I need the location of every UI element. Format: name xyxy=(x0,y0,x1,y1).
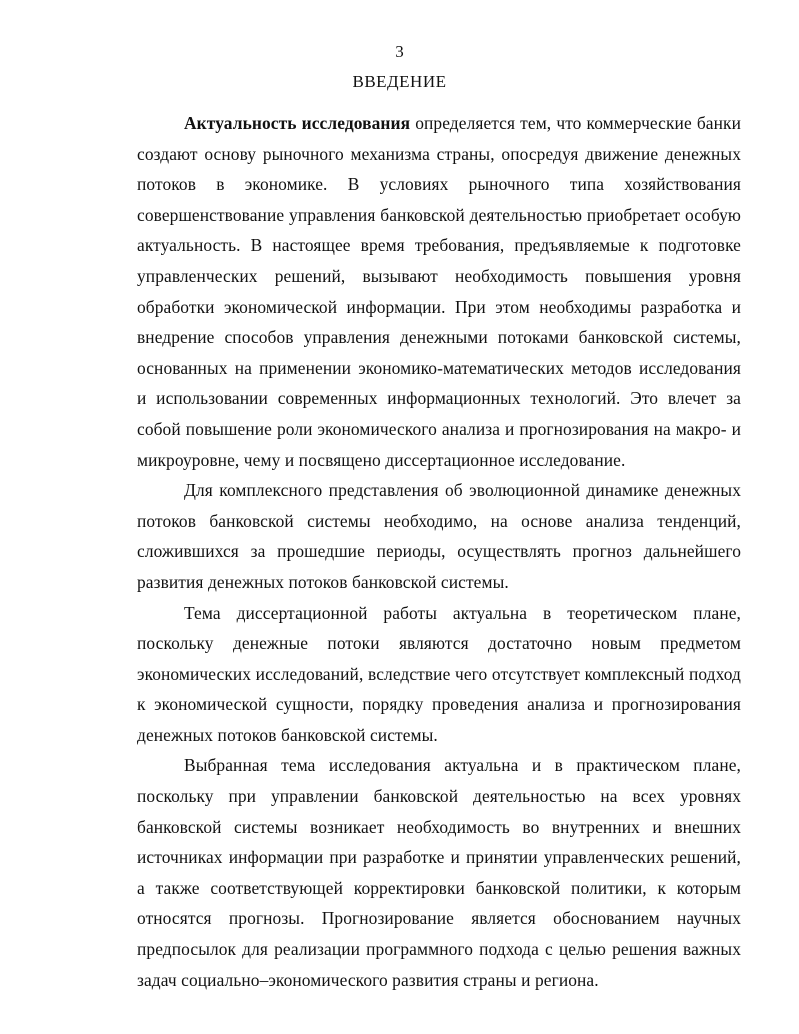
paragraph-lead: Актуальность исследования xyxy=(184,113,411,133)
paragraph-text: определяется тем, что коммерческие банки создают основу рыночного механизма страны, опосредуя движение денежных потоков в экономике. В условиях рыночного типа хозяйствования совершенствование управления банковской деятельностью приобретает особую актуальность. В настоящее время требования, предъявляемые к подготовке управленческих решений, вызывают необходимость повышения уровня обработки экономической информации. При этом необходимы разработка и внедрение способов управления денежными потоками банковской системы, основанных на применении экономико-математических методов исследования и использовании современных информационных технологий. Это влечет за собой повышение роли экономического анализа и прогнозирования на макро- и микроуровне, чему и посвящено диссертационное исследование. xyxy=(137,113,741,470)
paragraph-3: Тема диссертационной работы актуальна в теоретическом плане, поскольку денежные потоки являются достаточно новым предметом экономических исследований, вследствие чего отсутствует комплексный подход к экономической сущности, порядку проведения анализа и прогнозирования денежных потоков банковской системы. xyxy=(137,602,741,745)
paragraph-1 xyxy=(137,108,741,475)
document-body xyxy=(137,108,741,995)
page-number: 3 xyxy=(395,42,404,61)
paragraph-2: Для комплексного представления об эволюционной динамике денежных потоков банковской системы необходимо, на основе анализа тенденций, сложившихся за прошедшие периоды, осуществлять прогноз дальнейшего развития денежных потоков банковской системы. xyxy=(137,480,741,592)
paragraph-4: Выбранная тема исследования актуальна и в практическом плане, поскольку при управлении банковской деятельностью на всех уровнях банковской системы возникает необходимость во внутренних и внешних источниках информации при разработке и принятии управленческих решений, а также соответствующей корректировки банковской политики, к которым относятся прогнозы. Прогнозирование является обоснованием научных предпосылок для реализации программного подхода с целью решения важных задач социально–экономического развития страны и региона. xyxy=(137,755,741,990)
section-title: ВВЕДЕНИЕ xyxy=(352,72,447,91)
